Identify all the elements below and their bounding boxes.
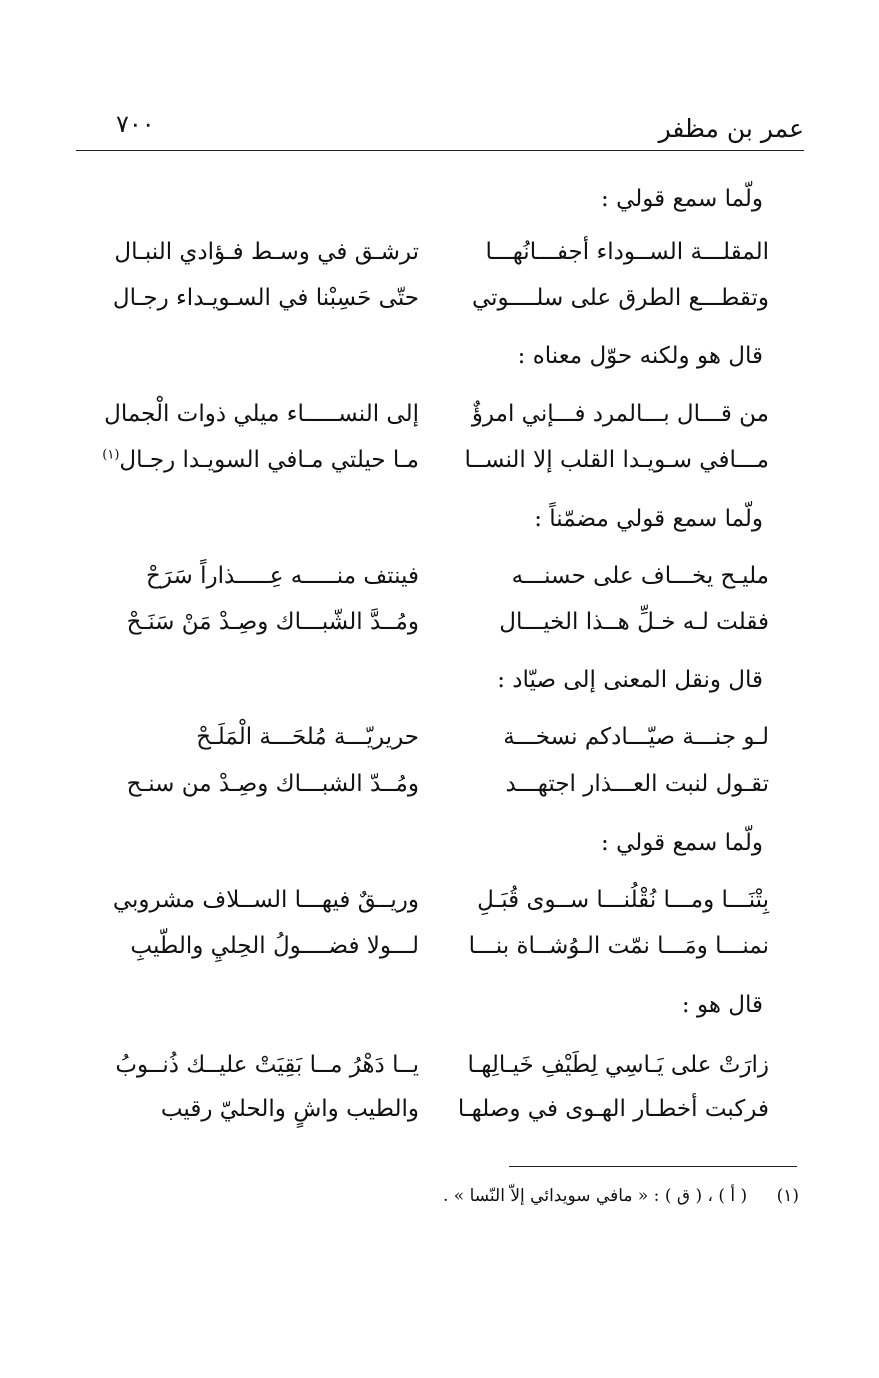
verse-intro: قال هو :	[681, 992, 763, 1018]
hemistich-right: زارَتْ على يَـاسِي لِطَيْفِ خَيـالِهـا	[467, 1052, 769, 1078]
hemistich-right: وتقطـــع الطرق على سلــــوتي	[471, 285, 769, 311]
hemistich-left: لـــولا فضــــولُ الحِليِ والطّيبِ	[130, 933, 419, 959]
verse-intro: قال ونقل المعنى إلى صيّاد :	[497, 667, 763, 693]
hemistich-left: إلى النســـــاء ميلي ذوات الْجمال	[104, 401, 419, 427]
verse-intro: ولّما سمع قولي :	[601, 830, 763, 856]
footnote-text: ( أ ) ، ( ق ) : « مافي سويدائي إلاّ النّسا » .	[442, 1186, 748, 1206]
hemistich-left: ومُــدَّ الشّبـــاك وصِـدْ مَنْ سَنَـحْ	[126, 609, 419, 635]
hemistich-right: فركبت أخطـار الهـوى في وصلهـا	[457, 1096, 769, 1122]
verse-intro: ولّما سمع قولي مضمّناً :	[534, 506, 763, 532]
hemistich-right: نمنـــا ومَـــا نمّت الـوُشــاة بنـــا	[468, 933, 769, 959]
hemistich-left: حتّى حَسِبْنا في السـويـداء رجـال	[112, 285, 419, 311]
footnote-reference: (١)	[102, 447, 120, 463]
hemistich-right: فقلت لـه خـلِّ هــذا الخيـــال	[499, 609, 769, 635]
hemistich-left: والطيب واشٍ والحليّ رقيب	[160, 1096, 419, 1122]
hemistich-right: مـــافي سـويـدا القلب إلا النســا	[464, 447, 769, 473]
hemistich-left: ترشـق في وسـط فـؤادي النبـال	[114, 239, 419, 265]
hemistich-left: وريــقٌ فيهـــا الســلاف مشروبي	[112, 887, 419, 913]
running-head: عمر بن مظفر	[658, 114, 804, 143]
hemistich-right: من قـــال بـــالمرد فـــإني امرؤٌ	[471, 401, 769, 427]
verse-intro: قال هو ولكنه حوّل معناه :	[517, 343, 763, 369]
hemistich-left: يــا دَهْرُ مــا بَقِيَتْ عليــك ذُنــوبُ	[115, 1052, 419, 1078]
footnote-number: (١)	[776, 1186, 799, 1206]
verse-intro: ولّما سمع قولي :	[601, 186, 763, 212]
footnote-divider	[509, 1166, 797, 1167]
page-header	[76, 108, 804, 151]
page-number: ٧٠٠	[116, 110, 155, 138]
hemistich-right: مليـح يخـــاف على حسنـــه	[511, 563, 769, 589]
hemistich-right: لـو جنـــة صيّـــادكم نسخـــة	[503, 724, 769, 750]
hemistich-right: تقـول لنبت العـــذار اجتهـــد	[505, 771, 769, 797]
hemistich-right: المقلـــة الســوداء أجفـــانُهـــا	[485, 239, 769, 265]
hemistich-text: مـا حيلتي مـافي السويـدا رجـال	[119, 447, 419, 473]
footnote	[443, 1186, 799, 1206]
hemistich-left: ومُــدّ الشبـــاك وصِـدْ من سنـح	[126, 771, 419, 797]
hemistich-left	[99, 447, 419, 473]
hemistich-left: فينتف منـــــه عِـــــذاراً سَرَحْ	[145, 563, 419, 589]
hemistich-left: حريريّـــة مُلحَـــة الْمَلَـحْ	[196, 724, 419, 750]
hemistich-right: بِتْنَـــا ومـــا نُقْلُنـــا ســوى قُبَـلِ	[477, 887, 769, 913]
